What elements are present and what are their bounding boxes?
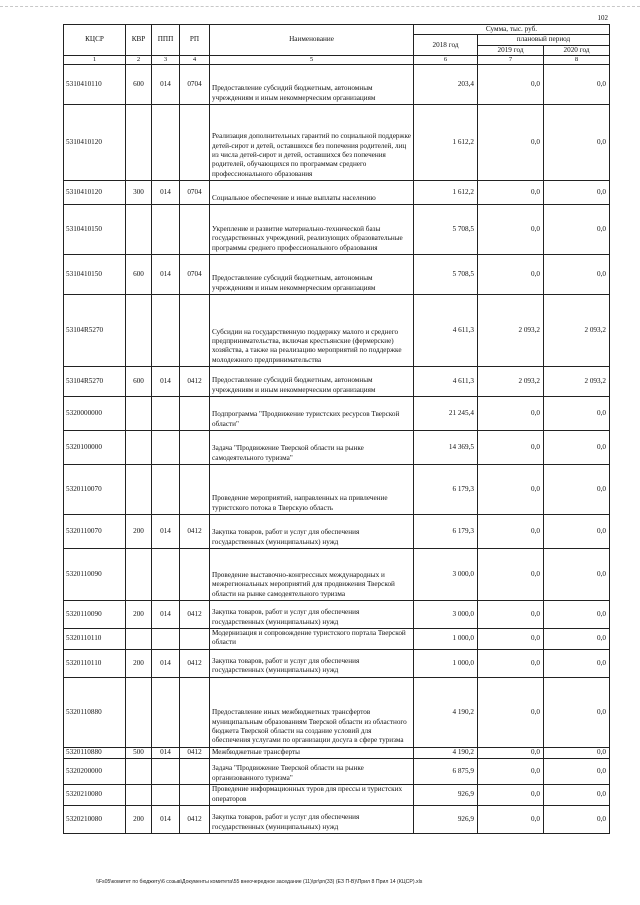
cell-2018: 4 611,3 — [414, 295, 478, 367]
header-planned-period: плановый период — [478, 35, 610, 45]
cell-name: Реализация дополнительных гарантий по социальной поддержке детей-сирот и детей, оставшихся без попечения родителей, лиц из числа детей-сирот и детей, оставшихся без попечения родителей, обучающихся по программам среднего профессионального образования — [210, 105, 414, 181]
cell-kcsr: 5310410150 — [64, 255, 126, 295]
table-row — [64, 465, 610, 515]
col-number: 1 — [64, 56, 126, 65]
header-year-2018: 2018 год — [414, 35, 478, 56]
cell-2020: 0,0 — [544, 759, 610, 785]
cell-2020: 0,0 — [544, 65, 610, 105]
cell-ppp — [152, 397, 180, 431]
table-row — [64, 65, 610, 105]
cell-2019: 0,0 — [478, 255, 544, 295]
cell-2018: 4 190,2 — [414, 747, 478, 758]
cell-kvr — [126, 431, 152, 465]
cell-ppp: 014 — [152, 367, 180, 397]
table-row — [64, 205, 610, 255]
cell-2020: 0,0 — [544, 431, 610, 465]
cell-2019: 0,0 — [478, 515, 544, 549]
cell-ppp — [152, 295, 180, 367]
cell-2019: 0,0 — [478, 649, 544, 677]
cell-2018: 6 179,3 — [414, 515, 478, 549]
cell-kvr — [126, 295, 152, 367]
cell-rp — [180, 295, 210, 367]
table-header — [64, 25, 610, 65]
cell-kcsr: 5310410150 — [64, 205, 126, 255]
cell-2018: 1 612,2 — [414, 181, 478, 205]
table-row — [64, 181, 610, 205]
cell-rp — [180, 677, 210, 747]
cell-kcsr: 5310410110 — [64, 65, 126, 105]
cell-kvr — [126, 677, 152, 747]
cell-2018: 926,9 — [414, 805, 478, 833]
cell-ppp: 014 — [152, 805, 180, 833]
table-row — [64, 549, 610, 601]
col-number: 8 — [544, 56, 610, 65]
cell-name: Модернизация и сопровождение туристского портала Тверской области — [210, 629, 414, 650]
cell-name: Предоставление субсидий бюджетным, автономным учреждениям и иным некоммерческим организациям — [210, 65, 414, 105]
cell-rp — [180, 465, 210, 515]
cell-ppp: 014 — [152, 601, 180, 629]
cell-2018: 1 000,0 — [414, 649, 478, 677]
cell-name: Проведение выставочно-конгрессных международных и межрегиональных мероприятий для продвижения Тверской области на рынке самодеятельного туризма — [210, 549, 414, 601]
cell-rp: 0412 — [180, 367, 210, 397]
cell-rp: 0412 — [180, 649, 210, 677]
cell-2019: 0,0 — [478, 397, 544, 431]
col-number: 3 — [152, 56, 180, 65]
cell-kvr: 600 — [126, 65, 152, 105]
cell-kcsr: 5320210080 — [64, 785, 126, 806]
cell-2018: 14 369,5 — [414, 431, 478, 465]
cell-name: Подпрограмма "Продвижение туристских ресурсов Тверской области" — [210, 397, 414, 431]
cell-2019: 0,0 — [478, 601, 544, 629]
cell-ppp: 014 — [152, 255, 180, 295]
cell-rp — [180, 431, 210, 465]
cell-2018: 3 000,0 — [414, 549, 478, 601]
cell-2018: 4 190,2 — [414, 677, 478, 747]
cell-ppp — [152, 549, 180, 601]
cell-2020: 0,0 — [544, 747, 610, 758]
cell-name: Предоставление субсидий бюджетным, автономным учреждениям и иным некоммерческим организациям — [210, 255, 414, 295]
cell-name: Проведение мероприятий, направленных на привлечение туристского потока в Тверскую область — [210, 465, 414, 515]
cell-rp — [180, 105, 210, 181]
cell-kcsr: 5320110090 — [64, 601, 126, 629]
header-year-2020: 2020 год — [544, 45, 610, 55]
cell-kvr: 500 — [126, 747, 152, 758]
header-kcsr: КЦСР — [64, 25, 126, 56]
cell-kvr: 600 — [126, 255, 152, 295]
table-row — [64, 367, 610, 397]
cell-name: Проведение информационных туров для прессы и туристских операторов — [210, 785, 414, 806]
cell-name: Субсидии на государственную поддержку малого и среднего предпринимательства, включая крестьянские (фермерские) хозяйства, а также на реализацию мероприятий по поддержке молодежного предпринимательства — [210, 295, 414, 367]
table-row — [64, 295, 610, 367]
cell-2018: 1 000,0 — [414, 629, 478, 650]
cell-2019: 0,0 — [478, 747, 544, 758]
cell-2019: 0,0 — [478, 677, 544, 747]
cell-2019: 0,0 — [478, 785, 544, 806]
table-body — [64, 65, 610, 834]
cell-kcsr: 5320000000 — [64, 397, 126, 431]
cell-2020: 0,0 — [544, 255, 610, 295]
cell-kcsr: 5320110880 — [64, 677, 126, 747]
cell-rp: 0412 — [180, 601, 210, 629]
header-name: Наименование — [210, 25, 414, 56]
cell-kcsr: 5320100000 — [64, 431, 126, 465]
table-row — [64, 515, 610, 549]
cell-2018: 6 875,9 — [414, 759, 478, 785]
cell-kcsr: 53104R5270 — [64, 295, 126, 367]
file-path-footer: \\Fs05\комитет по бюджету\6 созыв\Документы комитета\55 внеочередное заседание (11)\pr\pn(33) (ЕЗ П-В)\Прил 8 Прил 14 (КЦСР).xls — [96, 879, 423, 885]
cell-2020: 0,0 — [544, 649, 610, 677]
col-number: 6 — [414, 56, 478, 65]
cell-2020: 2 093,2 — [544, 295, 610, 367]
cell-2019: 0,0 — [478, 105, 544, 181]
header-sum: Сумма, тыс. руб. — [414, 25, 610, 35]
cell-kcsr: 5320110070 — [64, 465, 126, 515]
cell-2019: 0,0 — [478, 431, 544, 465]
cell-rp: 0704 — [180, 255, 210, 295]
cell-rp — [180, 205, 210, 255]
header-kvr: КВР — [126, 25, 152, 56]
cell-rp — [180, 397, 210, 431]
cell-2020: 0,0 — [544, 629, 610, 650]
cell-name: Закупка товаров, работ и услуг для обеспечения государственных (муниципальных) нужд — [210, 649, 414, 677]
cell-kcsr: 5320110110 — [64, 629, 126, 650]
header-rp: РП — [180, 25, 210, 56]
col-number: 7 — [478, 56, 544, 65]
table-row — [64, 629, 610, 650]
cell-ppp — [152, 759, 180, 785]
cell-2018: 926,9 — [414, 785, 478, 806]
cell-kvr — [126, 549, 152, 601]
cell-2019: 0,0 — [478, 759, 544, 785]
cell-rp: 0412 — [180, 805, 210, 833]
cell-kvr: 200 — [126, 515, 152, 549]
table-row — [64, 805, 610, 833]
cell-rp — [180, 549, 210, 601]
col-number: 5 — [210, 56, 414, 65]
cell-name: Закупка товаров, работ и услуг для обеспечения государственных (муниципальных) нужд — [210, 805, 414, 833]
cell-rp: 0412 — [180, 515, 210, 549]
table-row — [64, 601, 610, 629]
cell-kvr: 200 — [126, 601, 152, 629]
cell-name: Социальное обеспечение и иные выплаты населению — [210, 181, 414, 205]
cell-ppp — [152, 205, 180, 255]
cell-2020: 0,0 — [544, 601, 610, 629]
column-number-row — [64, 56, 610, 65]
cell-kvr: 300 — [126, 181, 152, 205]
cell-rp — [180, 629, 210, 650]
cell-rp: 0704 — [180, 181, 210, 205]
cell-name: Закупка товаров, работ и услуг для обеспечения государственных (муниципальных) нужд — [210, 515, 414, 549]
cell-2018: 1 612,2 — [414, 105, 478, 181]
cell-2019: 0,0 — [478, 465, 544, 515]
cell-2019: 0,0 — [478, 205, 544, 255]
cell-name: Задача "Продвижение Тверской области на рынке самодеятельного туризма" — [210, 431, 414, 465]
cell-ppp: 014 — [152, 515, 180, 549]
cell-name: Задача "Продвижение Тверской области на рынке организованного туризма" — [210, 759, 414, 785]
cell-kvr — [126, 759, 152, 785]
cell-2020: 0,0 — [544, 105, 610, 181]
cell-2019: 0,0 — [478, 805, 544, 833]
header-year-2019: 2019 год — [478, 45, 544, 55]
cell-2018: 6 179,3 — [414, 465, 478, 515]
cell-2018: 3 000,0 — [414, 601, 478, 629]
cell-ppp — [152, 105, 180, 181]
cell-ppp: 014 — [152, 649, 180, 677]
cell-kcsr: 5320110110 — [64, 649, 126, 677]
cell-name: Предоставление иных межбюджетных трансфертов муниципальным образованиям Тверской области из областного бюджета Тверской области на создание условий для обеспечения услугами по организации досуга в сфере туризма — [210, 677, 414, 747]
cell-2019: 0,0 — [478, 629, 544, 650]
header-ppp: ППП — [152, 25, 180, 56]
cell-kvr: 600 — [126, 367, 152, 397]
cell-rp — [180, 759, 210, 785]
cell-kvr — [126, 785, 152, 806]
cell-2020: 0,0 — [544, 397, 610, 431]
table-row — [64, 397, 610, 431]
cell-2019: 0,0 — [478, 181, 544, 205]
cell-ppp: 014 — [152, 747, 180, 758]
cell-kcsr: 5320110070 — [64, 515, 126, 549]
table-row — [64, 677, 610, 747]
col-number: 4 — [180, 56, 210, 65]
cell-kvr — [126, 105, 152, 181]
cell-2020: 0,0 — [544, 805, 610, 833]
cell-name: Предоставление субсидий бюджетным, автономным учреждениям и иным некоммерческим организациям — [210, 367, 414, 397]
cell-ppp — [152, 785, 180, 806]
cell-name: Укрепление и развитие материально-технической базы государственных учреждений, реализующих образовательные программы среднего профессионального образования — [210, 205, 414, 255]
cell-2019: 0,0 — [478, 549, 544, 601]
cell-name: Закупка товаров, работ и услуг для обеспечения государственных (муниципальных) нужд — [210, 601, 414, 629]
cell-kvr: 200 — [126, 805, 152, 833]
page-number: 102 — [597, 14, 608, 22]
cell-2018: 203,4 — [414, 65, 478, 105]
cell-2020: 2 093,2 — [544, 367, 610, 397]
cell-2020: 0,0 — [544, 465, 610, 515]
cell-kcsr: 5320110090 — [64, 549, 126, 601]
table-row — [64, 759, 610, 785]
cell-2020: 0,0 — [544, 515, 610, 549]
cell-2019: 0,0 — [478, 65, 544, 105]
col-number: 2 — [126, 56, 152, 65]
cell-ppp: 014 — [152, 65, 180, 105]
cell-kcsr: 5310410120 — [64, 181, 126, 205]
cell-2018: 5 708,5 — [414, 255, 478, 295]
cell-kcsr: 5320200000 — [64, 759, 126, 785]
cell-kvr — [126, 205, 152, 255]
cell-ppp: 014 — [152, 181, 180, 205]
cell-ppp — [152, 677, 180, 747]
cell-kcsr: 5320210080 — [64, 805, 126, 833]
cell-kvr — [126, 629, 152, 650]
cell-2020: 0,0 — [544, 677, 610, 747]
cell-rp: 0704 — [180, 65, 210, 105]
cell-2019: 2 093,2 — [478, 367, 544, 397]
cell-2020: 0,0 — [544, 549, 610, 601]
cell-kvr: 200 — [126, 649, 152, 677]
cell-2020: 0,0 — [544, 785, 610, 806]
cell-ppp — [152, 431, 180, 465]
cell-rp — [180, 785, 210, 806]
budget-table — [63, 24, 610, 834]
table-row — [64, 649, 610, 677]
cell-kvr — [126, 465, 152, 515]
cell-2018: 21 245,4 — [414, 397, 478, 431]
cell-rp: 0412 — [180, 747, 210, 758]
table-row — [64, 785, 610, 806]
cell-name: Межбюджетные трансферты — [210, 747, 414, 758]
cell-2018: 5 708,5 — [414, 205, 478, 255]
top-dashed-line — [0, 6, 640, 7]
cell-kcsr: 5320110880 — [64, 747, 126, 758]
cell-2018: 4 611,3 — [414, 367, 478, 397]
cell-2020: 0,0 — [544, 205, 610, 255]
cell-2019: 2 093,2 — [478, 295, 544, 367]
cell-2020: 0,0 — [544, 181, 610, 205]
cell-kvr — [126, 397, 152, 431]
cell-kcsr: 53104R5270 — [64, 367, 126, 397]
table-row — [64, 255, 610, 295]
cell-kcsr: 5310410120 — [64, 105, 126, 181]
table-row — [64, 431, 610, 465]
cell-ppp — [152, 629, 180, 650]
table-row — [64, 105, 610, 181]
cell-ppp — [152, 465, 180, 515]
table-row — [64, 747, 610, 758]
